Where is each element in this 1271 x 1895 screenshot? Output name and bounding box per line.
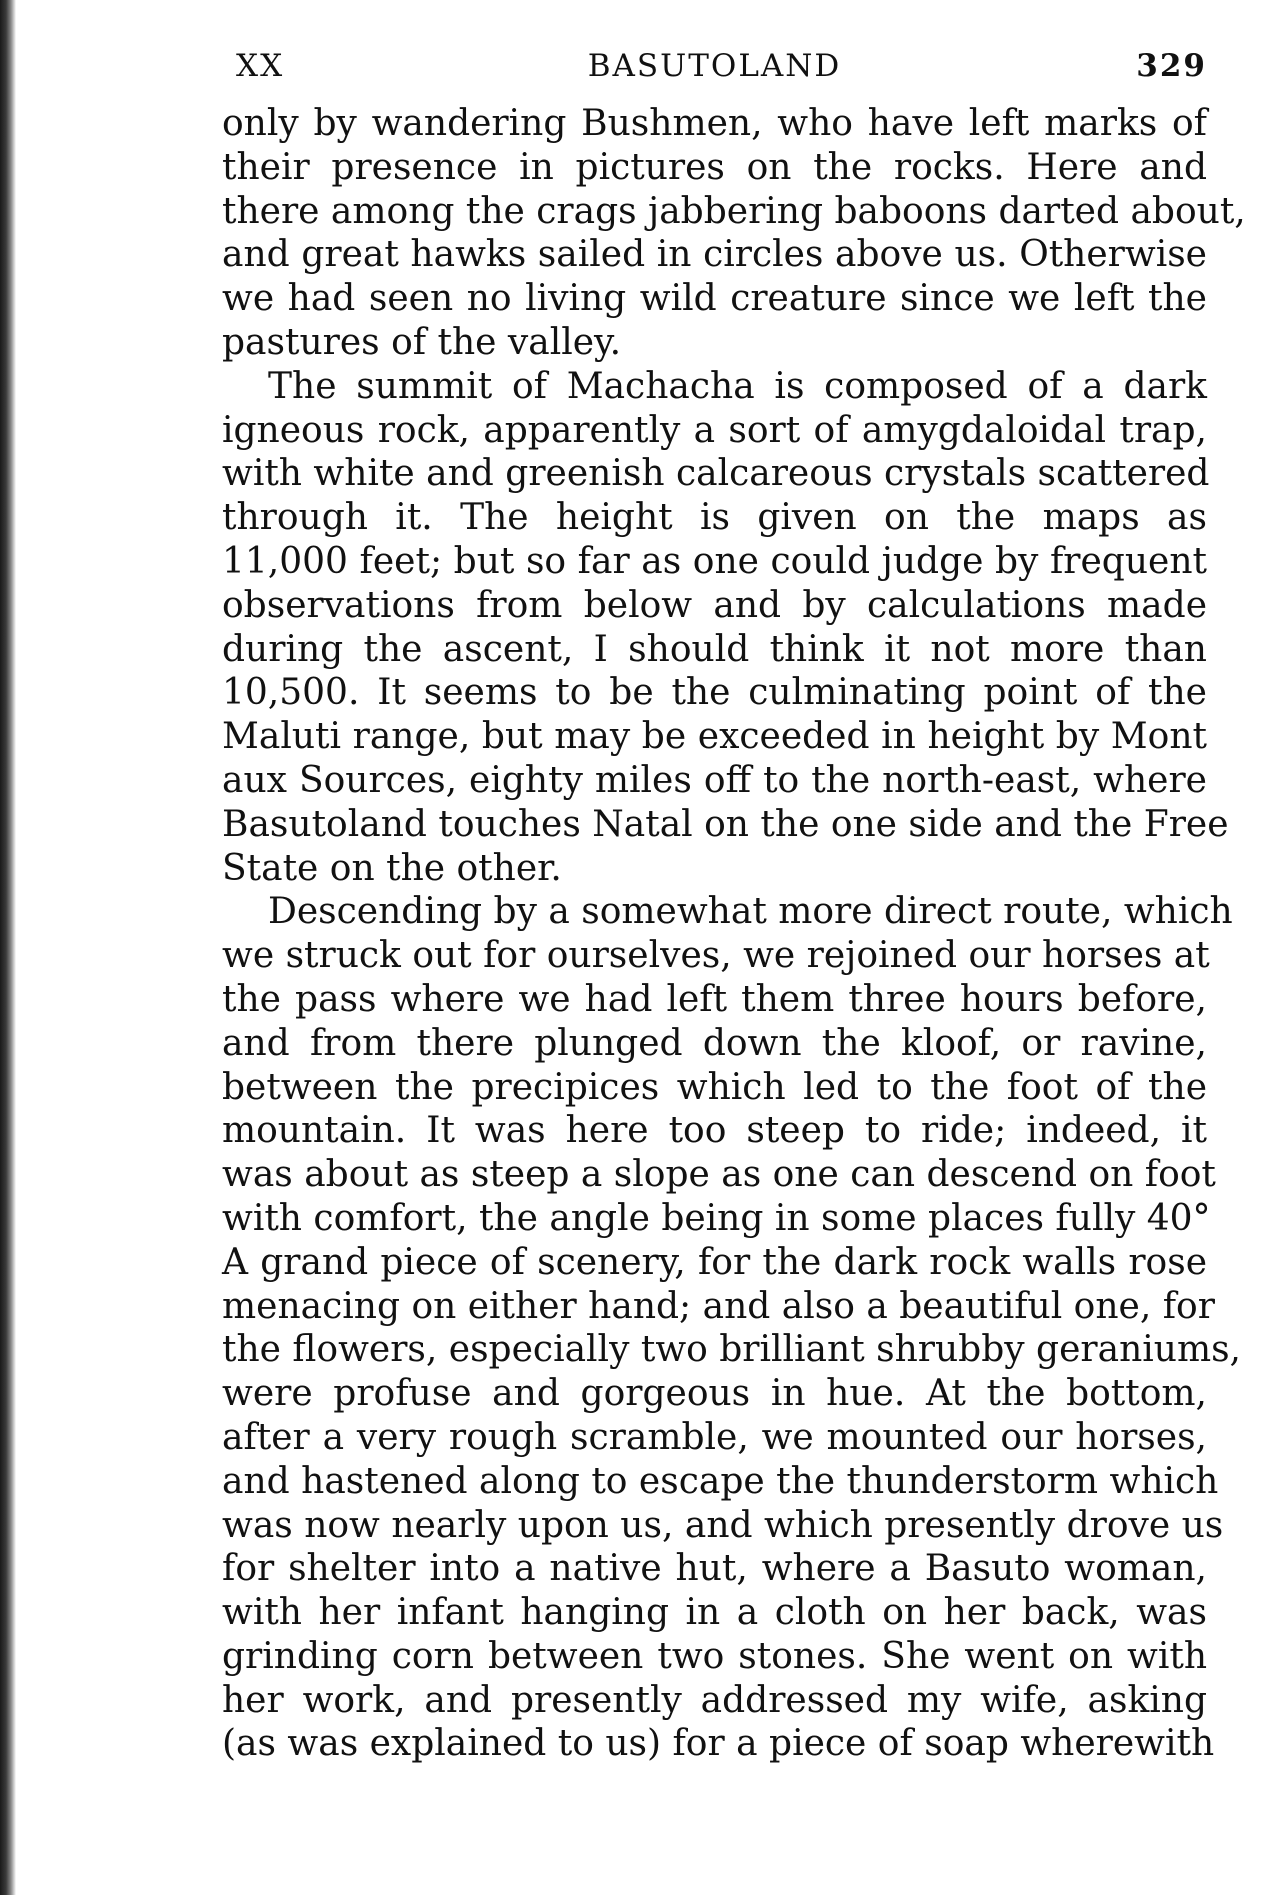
text-line: The summit of Machacha is composed of a dark bbox=[268, 365, 1207, 407]
book-binding-edge bbox=[0, 0, 16, 1895]
text-line: and from there plunged down the kloof, or ravine, bbox=[222, 1022, 1207, 1064]
text-line: we struck out for ourselves, we rejoined our horses at bbox=[222, 935, 1210, 977]
text-line: with white and greenish calcareous crystals scattered bbox=[222, 453, 1210, 495]
text-line: there among the crags jabbering baboons darted about, bbox=[222, 190, 1246, 232]
text-line: with her infant hanging in a cloth on her back, was bbox=[222, 1592, 1207, 1634]
running-head bbox=[222, 42, 1207, 86]
text-line: and great hawks sailed in circles above us. Otherwise bbox=[222, 234, 1207, 276]
body-text bbox=[222, 102, 1246, 1766]
text-line: her work, and presently addressed my wife, asking bbox=[222, 1679, 1207, 1721]
text-line: the pass where we had left them three hours before, bbox=[222, 978, 1207, 1020]
text-line: 11,000 feet; but so far as one could judge by frequent bbox=[222, 540, 1207, 582]
text-line: was now nearly upon us, and which presently drove us bbox=[222, 1504, 1224, 1546]
text-line: mountain. It was here too steep to ride; indeed, it bbox=[222, 1110, 1207, 1152]
text-line: between the precipices which led to the foot of the bbox=[222, 1066, 1207, 1108]
text-line: 10,500. It seems to be the culminating point of the bbox=[222, 672, 1207, 714]
text-line: through it. The height is given on the maps as bbox=[222, 497, 1207, 539]
text-line: Maluti range, but may be exceeded in height by Mont bbox=[222, 716, 1207, 758]
text-line: after a very rough scramble, we mounted our horses, bbox=[222, 1416, 1207, 1458]
text-line: grinding corn between two stones. She went on with bbox=[222, 1635, 1207, 1677]
text-line: for shelter into a native hut, where a Basuto woman, bbox=[222, 1548, 1207, 1590]
book-page bbox=[222, 42, 1246, 1766]
text-line: were profuse and gorgeous in hue. At the bottom, bbox=[222, 1373, 1207, 1415]
text-line: pastures of the valley. bbox=[222, 321, 622, 363]
chapter-number: XX bbox=[236, 48, 285, 84]
text-line: during the ascent, I should think it not more than bbox=[222, 628, 1207, 670]
text-line: with comfort, the angle being in some places fully 40° bbox=[222, 1197, 1211, 1239]
text-line: (as was explained to us) for a piece of soap wherewith bbox=[222, 1723, 1215, 1765]
text-line: Descending by a somewhat more direct route, which bbox=[268, 891, 1233, 933]
text-line: menacing on either hand; and also a beautiful one, for bbox=[222, 1285, 1215, 1327]
text-line: observations from below and by calculations made bbox=[222, 584, 1207, 626]
text-line: aux Sources, eighty miles off to the north-east, where bbox=[222, 759, 1207, 801]
text-line: Basutoland touches Natal on the one side and the Free bbox=[222, 803, 1229, 845]
text-line: only by wandering Bushmen, who have left marks of bbox=[222, 103, 1207, 144]
text-line: we had seen no living wild creature since we left the bbox=[222, 278, 1207, 320]
text-line: their presence in pictures on the rocks. Here and bbox=[222, 146, 1207, 188]
text-line: A grand piece of scenery, for the dark rock walls rose bbox=[222, 1241, 1207, 1283]
text-line: was about as steep a slope as one can descend on foot bbox=[222, 1154, 1216, 1196]
text-line: the flowers, especially two brilliant shrubby geraniums, bbox=[222, 1329, 1242, 1371]
text-line: State on the other. bbox=[222, 847, 562, 889]
text-line: and hastened along to escape the thunderstorm which bbox=[222, 1460, 1219, 1502]
text-line: igneous rock, apparently a sort of amygdaloidal trap, bbox=[222, 409, 1207, 451]
running-title: BASUTOLAND bbox=[587, 48, 842, 84]
page-number: 329 bbox=[1136, 48, 1207, 84]
